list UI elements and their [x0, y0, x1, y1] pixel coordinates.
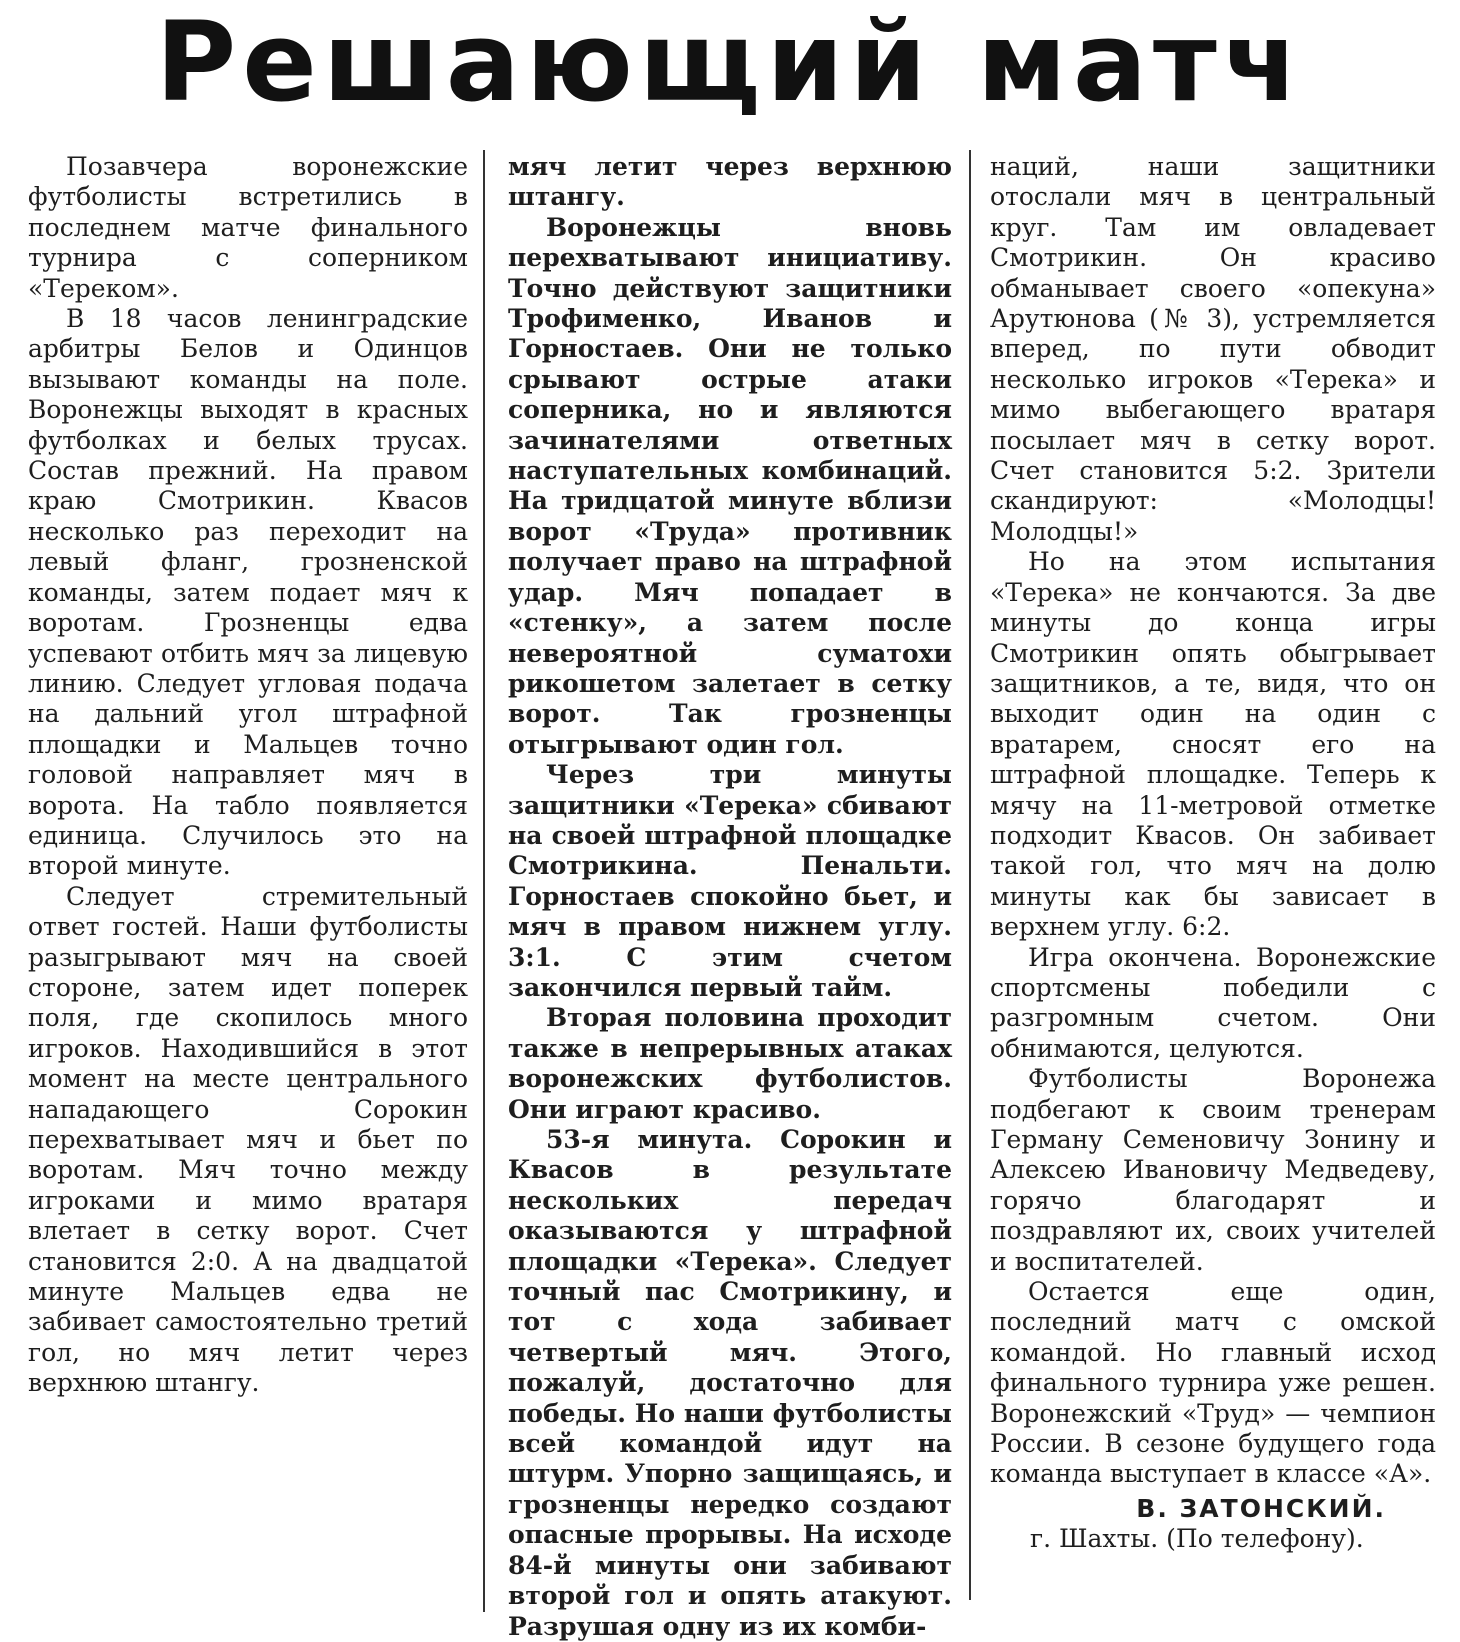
paragraph: Воронежцы вновь перехватывают инициативу. Точно действуют защитники Трофименко, Иванов и Горностаев. Они не только срывают острые атаки соперника, но и являются зачинателями ответных наступательных комбинаций. На тридцатой минуте вблизи ворот «Труда» противник получает право на штрафной удар. Мяч попадает в «стенку», а затем после невероятной суматохи рикошетом залетает в сетку ворот. Так грозненцы отыгрывают один гол.: [508, 212, 952, 759]
paragraph: Позавчера воронежские футболисты встретились в последнем матче финального турнира с соперником «Тереком».: [28, 152, 468, 303]
paragraph: Остается еще один, последний матч с омской командой. Но главный исход финального турнира уже решен. Воронежский «Труд» — чемпион России. В сезоне будущего года команда выступает в классе «А».: [990, 1277, 1436, 1489]
paragraph: Но на этом испытания «Терека» не кончаются. За две минуты до конца игры Смотрикин опять обыгрывает защитников, а те, видя, что он выходит один на один с вратарем, сносят его на штрафной площадке. Теперь к мячу на 11-метровой отметке подходит Квасов. Он забивает такой гол, что мяч на долю минуты как бы зависает в верхнем углу. 6:2.: [990, 547, 1436, 942]
paragraph: Вторая половина проходит также в непрерывных атаках воронежских футболистов. Они играют красиво.: [508, 1003, 952, 1124]
article-column-1: [28, 152, 468, 1399]
column-divider: [969, 150, 971, 1600]
headline: Решающий матч: [155, 0, 1305, 126]
paragraph: Следует стремительный ответ гостей. Наши футболисты разыгрывают мяч на своей стороне, затем идет поперек поля, где скопилось много игроков. Находившийся в этот момент на месте центрального нападающего Сорокин перехватывает мяч и бьет по воротам. Мяч точно между игроками и мимо вратаря влетает в сетку ворот. Счет становится 2:0. А на двадцатой минуте Мальцев едва не забивает самостоятельно третий гол, но мяч летит через верхнюю штангу.: [28, 881, 468, 1398]
dateline: г. Шахты. (По телефону).: [1030, 1524, 1364, 1554]
paragraph: В 18 часов ленинградские арбитры Белов и Одинцов вызывают команды на поле. Воронежцы выходят в красных футболках и белых трусах. Состав прежний. На правом краю Смотрикин. Квасов несколько раз переходит на левый фланг, грозненской команды, затем подает мяч к воротам. Грозненцы едва успевают отбить мяч за лицевую линию. Следует угловая подача на дальний угол штрафной площадки и Мальцев точно головой направляет мяч в ворота. На табло появляется единица. Случилось это на второй минуте.: [28, 304, 468, 881]
paragraph: Игра окончена. Воронежские спортсмены победили с разгромным счетом. Они обнимаются, целуются.: [990, 942, 1436, 1063]
paragraph: наций, наши защитники отослали мяч в центральный круг. Там им овладевает Смотрикин. Он красиво обманывает своего «опекуна» Арутюнова (№ 3), устремляется вперед, по пути обводит несколько игроков «Терека» и мимо выбегающего вратаря посылает мяч в сетку ворот. Счет становится 5:2. Зрители скандируют: «Молодцы! Молодцы!»: [990, 152, 1436, 546]
paragraph: Футболисты Воронежа подбегают к своим тренерам Герману Семеновичу Зонину и Алексею Ивановичу Медведеву, горячо благодарят и поздравляют их, своих учителей и воспитателей.: [990, 1064, 1436, 1276]
paragraph: 53-я минута. Сорокин и Квасов в результате нескольких передач оказываются у штрафной площадки «Терека». Следует точный пас Смотрикину, и тот с хода забивает четвертый мяч. Этого, пожалуй, достаточно для победы. Но наши футболисты всей командой идут на штурм. Упорно защищаясь, и грозненцы нередко создают опасные прорывы. На исходе 84-й минуты они забивают второй гол и опять атакуют. Разрушая одну из их комби-: [508, 1125, 952, 1641]
author-signature: В. ЗАТОНСКИЙ.: [1136, 1493, 1386, 1523]
column-divider: [483, 150, 485, 1612]
article-column-2: [508, 152, 952, 1642]
paragraph: Через три минуты защитники «Терека» сбивают на своей штрафной площадке Смотрикина. Пенальти. Горностаев спокойно бьет, и мяч в правом нижнем углу. 3:1. С этим счетом закончился первый тайм.: [508, 760, 952, 1002]
article-column-3: [990, 152, 1436, 1555]
paragraph: мяч летит через верхнюю штангу.: [508, 152, 952, 212]
